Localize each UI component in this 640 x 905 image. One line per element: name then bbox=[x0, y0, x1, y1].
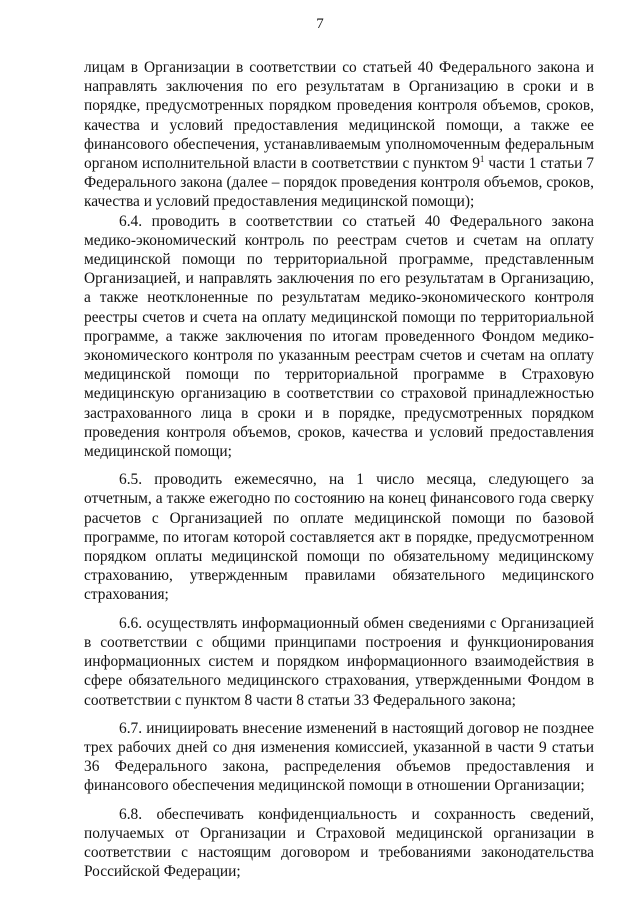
paragraph-continuation bbox=[84, 58, 594, 212]
paragraph-continuation-tail: части 1 статьи 7 Федерального закона (далее – порядок проведения контроля объемов, сроков, качества и условий предоставления медицинской помощи); bbox=[84, 155, 594, 211]
document-body bbox=[84, 58, 594, 881]
paragraph-6-5: 6.5. проводить ежемесячно, на 1 число месяца, следующего за отчетным, а также ежегодно по состоянию на конец финансового года сверку расчетов с Организацией по оплате медицинской помощи по базовой программе, по итогам которой составляется акт в порядке, предусмотренном порядком оплаты медицинской помощи по обязательному медицинскому страхованию, утвержденным правилами обязательного медицинского страхования; bbox=[84, 471, 594, 604]
paragraph-6-6: 6.6. осуществлять информационный обмен сведениями с Организацией в соответствии с общими принципами построения и функционирования информационных систем и порядком информационного взаимодействия в сфере обязательного медицинского страхования, утвержденными Фондом в соответствии с пунктом 8 части 8 статьи 33 Федерального закона; bbox=[84, 614, 594, 709]
paragraph-6-8: 6.8. обеспечивать конфиденциальность и сохранность сведений, получаемых от Организации и Страховой медицинской организации в соответствии с настоящим договором и требованиями законодательства Российской Федерации; bbox=[84, 805, 594, 881]
page-number: 7 bbox=[316, 16, 324, 32]
paragraph-6-4: 6.4. проводить в соответствии со статьей 40 Федерального закона медико-экономический контроль по реестрам счетов и счетам на оплату медицинской помощи по территориальной программе, представленным Организацией, и направлять заключения по его результатам в Организацию, а также неотклоненные по результатам медико-экономического контроля реестры счетов и счета на оплату медицинской помощи по территориальной программе, а также заключения по итогам проведенного Фондом медико-экономического контроля по указанным реестрам счетов и счетам на оплату медицинской помощи по территориальной программе в Страховую медицинскую организацию в соответствии со страховой принадлежностью застрахованного лица в сроки и в порядке, предусмотренных порядком проведения контроля объемов, сроков, качества и условий предоставления медицинской помощи; bbox=[84, 212, 594, 461]
paragraph-6-7: 6.7. инициировать внесение изменений в настоящий договор не позднее трех рабочих дней со дня изменения комиссией, указанной в части 9 статьи 36 Федерального закона, распределения объемов предоставления и финансового обеспечения медицинской помощи в отношении Организации; bbox=[84, 719, 594, 795]
paragraph-continuation-text: лицам в Организации в соответствии со статьей 40 Федерального закона и направлять заключения по его результатам в Организацию в сроки и в порядке, предусмотренных порядком проведения контроля объемов, сроков, качества и условий предоставления медицинской помощи, а также ее финансового обеспечения, устанавливаемым уполномоченным федеральным органом исполнительной власти в соответствии с пунктом 9 bbox=[84, 59, 594, 173]
superscript-footnote-mark: 1 bbox=[479, 154, 485, 165]
